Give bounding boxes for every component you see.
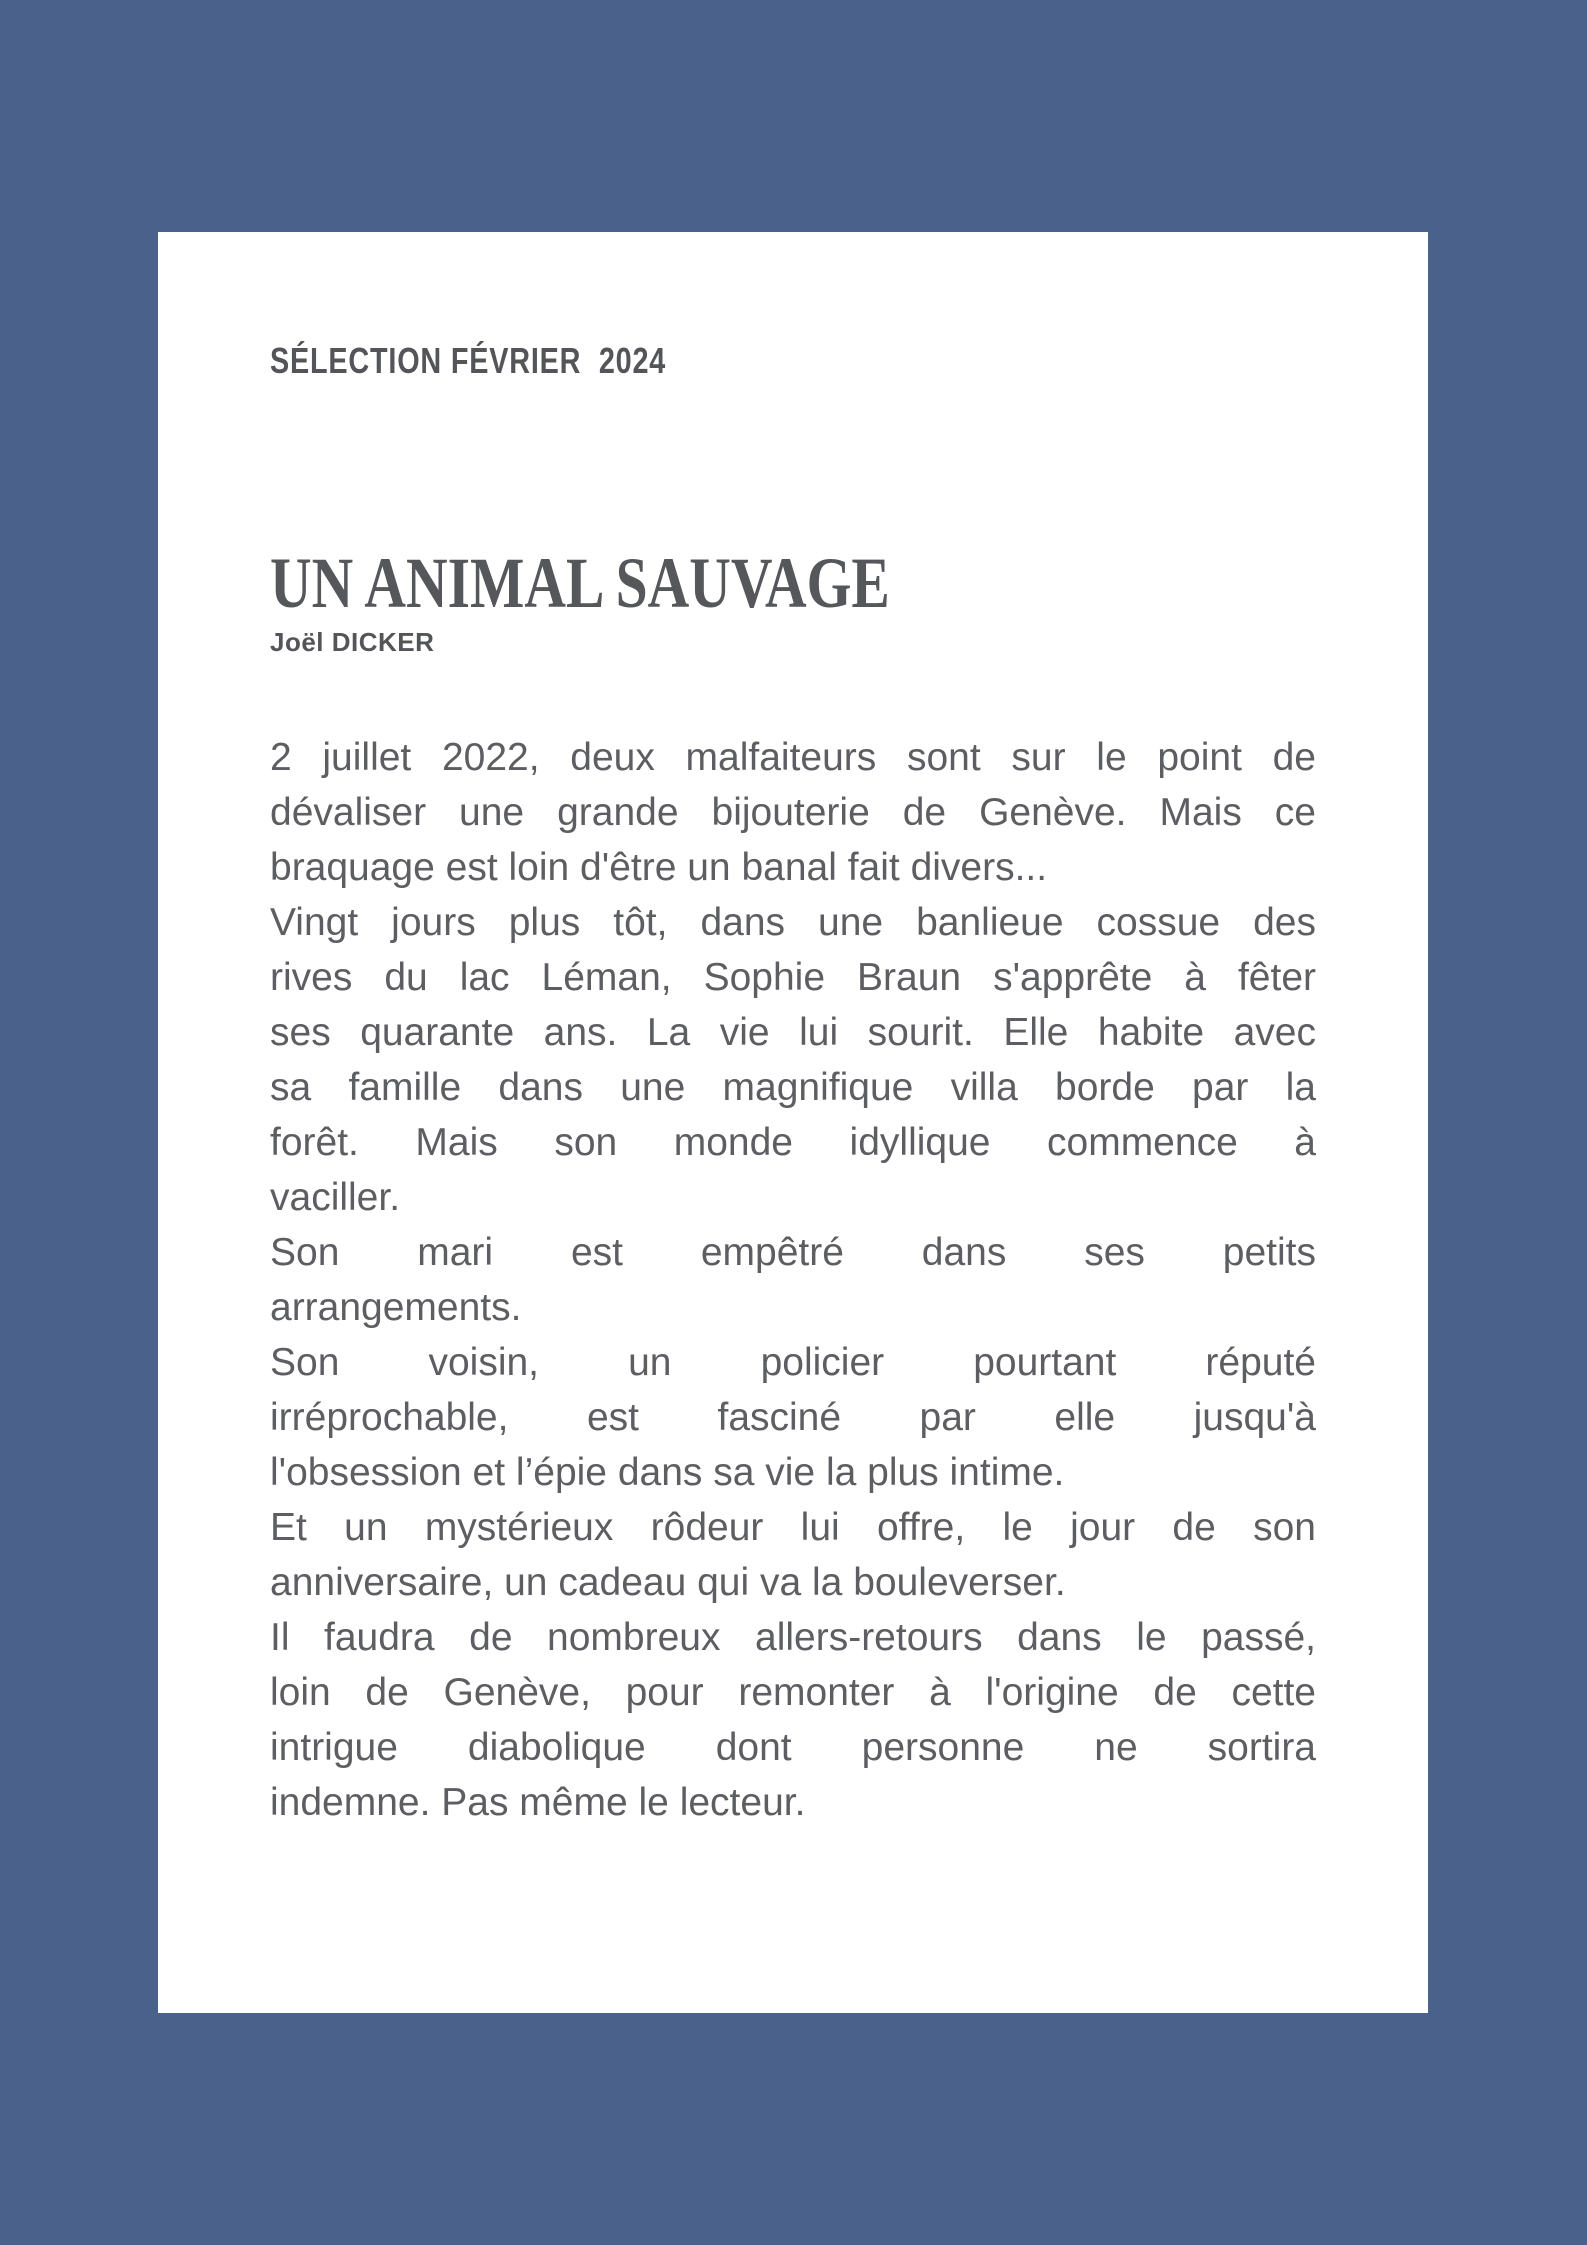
synopsis-line: Vingt jours plus tôt, dans une banlieue cossue des <box>270 901 1316 944</box>
book-title: UN ANIMAL SAUVAGE <box>270 543 890 623</box>
synopsis-line: vaciller. <box>270 1176 401 1219</box>
synopsis-line: 2 juillet 2022, deux malfaiteurs sont sur le point de <box>270 736 1316 779</box>
synopsis-line: indemne. Pas même le lecteur. <box>270 1781 806 1824</box>
synopsis-line: Et un mystérieux rôdeur lui offre, le jour de son <box>270 1506 1316 1549</box>
synopsis-line: l'obsession et l’épie dans sa vie la plus intime. <box>270 1451 1065 1494</box>
book-card <box>158 232 1428 2013</box>
synopsis-line: arrangements. <box>270 1286 522 1329</box>
book-author: Joël DICKER <box>270 627 435 657</box>
selection-eyebrow: SÉLECTION FÉVRIER 2024 <box>270 340 667 381</box>
synopsis-line: rives du lac Léman, Sophie Braun s'apprête à fêter <box>270 956 1316 999</box>
book-synopsis <box>270 730 1316 1830</box>
synopsis-line: loin de Genève, pour remonter à l'origine de cette <box>270 1671 1316 1714</box>
synopsis-line: irréprochable, est fasciné par elle jusqu'à <box>270 1396 1316 1439</box>
synopsis-line: intrigue diabolique dont personne ne sortira <box>270 1726 1316 1769</box>
synopsis-line: Son mari est empêtré dans ses petits <box>270 1231 1316 1274</box>
synopsis-line: braquage est loin d'être un banal fait divers... <box>270 846 1048 889</box>
synopsis-line: Son voisin, un policier pourtant réputé <box>270 1341 1316 1384</box>
synopsis-line: anniversaire, un cadeau qui va la bouleverser. <box>270 1561 1066 1604</box>
synopsis-line: sa famille dans une magnifique villa borde par la <box>270 1066 1316 1109</box>
synopsis-line: forêt. Mais son monde idyllique commence à <box>270 1121 1316 1164</box>
synopsis-line: dévaliser une grande bijouterie de Genève. Mais ce <box>270 791 1316 834</box>
synopsis-line: ses quarante ans. La vie lui sourit. Elle habite avec <box>270 1011 1316 1054</box>
synopsis-line: Il faudra de nombreux allers-retours dans le passé, <box>270 1616 1316 1659</box>
